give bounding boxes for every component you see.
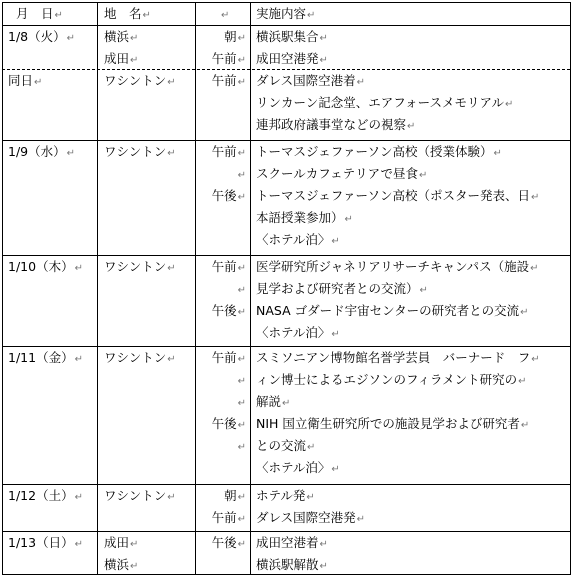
- paragraph-mark-icon: ↵: [237, 33, 246, 44]
- paragraph-mark-icon: ↵: [520, 307, 529, 318]
- cell-date-line: 1/11（金）↵: [8, 350, 83, 365]
- paragraph-mark-icon: ↵: [407, 121, 416, 132]
- table-border-left: [2, 2, 3, 575]
- paragraph-mark-icon: ↵: [237, 492, 246, 503]
- paragraph-mark-icon: ↵: [130, 539, 139, 550]
- cell-content: [256, 70, 568, 136]
- cell-time-line: [198, 163, 246, 185]
- cell-date: [8, 485, 96, 507]
- paragraph-mark-icon: ↵: [419, 285, 428, 296]
- paragraph-mark-icon: ↵: [344, 214, 353, 225]
- cell-place-line: ワシントン↵: [104, 144, 176, 159]
- paragraph-mark-icon: ↵: [167, 77, 176, 88]
- paragraph-mark-icon: ↵: [282, 398, 291, 409]
- cell-time-line: 午後↵: [211, 303, 246, 318]
- paragraph-mark-icon: ↵: [493, 148, 502, 159]
- cell-content-line: トーマスジェファーソン高校（授業体験）↵: [256, 144, 502, 159]
- cell-content-line: ダレス国際空港発↵: [256, 510, 366, 525]
- paragraph-mark-icon: ↵: [167, 148, 176, 159]
- cell-place-line: 横浜↵: [104, 29, 139, 44]
- paragraph-mark-icon: ↵: [505, 99, 514, 110]
- paragraph-mark-icon: ↵: [237, 77, 246, 88]
- cell-place-line: 横浜↵: [104, 557, 139, 572]
- cell-time-line: 午前↵: [211, 144, 246, 159]
- paragraph-mark-icon: ↵: [531, 192, 540, 203]
- header-date: 月 日↵: [16, 6, 63, 21]
- cell-place: [104, 70, 194, 92]
- paragraph-mark-icon: ↵: [66, 148, 76, 159]
- cell-date-line: 1/12（土）↵: [8, 488, 83, 503]
- paragraph-mark-icon: ↵: [237, 55, 246, 66]
- cell-place-line: ワシントン↵: [104, 73, 176, 88]
- cell-content-line: 成田空港発↵: [256, 51, 328, 66]
- paragraph-mark-icon: ↵: [66, 33, 76, 44]
- paragraph-mark-icon: ↵: [130, 561, 139, 572]
- cell-place-line: ワシントン↵: [104, 259, 176, 274]
- cell-place-line: ワシントン↵: [104, 488, 176, 503]
- paragraph-mark-icon: ↵: [237, 307, 246, 318]
- paragraph-mark-icon: ↵: [130, 55, 139, 66]
- paragraph-mark-icon: ↵: [331, 236, 340, 247]
- paragraph-mark-icon: ↵: [331, 329, 340, 340]
- cell-time-line: 午前↵: [211, 259, 246, 274]
- cell-place-line: ワシントン↵: [104, 350, 176, 365]
- paragraph-mark-icon: ↵: [531, 354, 540, 365]
- paragraph-mark-icon: ↵: [74, 263, 83, 274]
- cell-time-line: 午後↵: [211, 188, 246, 203]
- header-time: ↵: [221, 10, 230, 21]
- cell-content-line: 成田空港着↵: [256, 535, 328, 550]
- cell-content-line: スミソニアン博物館名誉学芸員 バーナード フ↵: [256, 350, 540, 365]
- paragraph-mark-icon: ↵: [74, 354, 83, 365]
- cell-place-line: 成田↵: [104, 51, 139, 66]
- cell-place: [104, 485, 194, 507]
- paragraph-mark-icon: ↵: [307, 442, 316, 453]
- cell-time-line: [198, 278, 246, 300]
- cell-content-line: 本語授業参加）↵: [256, 210, 353, 225]
- cell-time: [198, 532, 246, 554]
- header-place: 地 名↵: [104, 6, 151, 21]
- paragraph-mark-icon: ↵: [237, 192, 246, 203]
- cell-time-line: 朝↵: [224, 488, 246, 503]
- cell-content-line: 横浜駅解散↵: [256, 557, 328, 572]
- cell-date-line: 同日↵: [8, 73, 43, 88]
- cell-date: [8, 256, 96, 278]
- cell-content-line: 〈ホテル泊〉↵: [256, 460, 340, 475]
- cell-time-line: 午後↵: [211, 416, 246, 431]
- paragraph-mark-icon: ↵: [237, 285, 246, 296]
- cell-place: [104, 532, 194, 576]
- cell-content-line: との交流↵: [256, 438, 316, 453]
- paragraph-mark-icon: ↵: [331, 464, 340, 475]
- paragraph-mark-icon: ↵: [167, 354, 176, 365]
- cell-date: [8, 347, 96, 369]
- cell-time-line: [198, 369, 246, 391]
- cell-content-line: 横浜駅集合↵: [256, 29, 328, 44]
- paragraph-mark-icon: ↵: [306, 492, 315, 503]
- cell-content-line: 〈ホテル泊〉↵: [256, 232, 340, 247]
- cell-content-line: 〈ホテル泊〉↵: [256, 325, 340, 340]
- cell-date-line: 1/9（水）↵: [8, 144, 76, 159]
- cell-time: [198, 347, 246, 457]
- cell-content-line: 見学および研究者との交流）↵: [256, 281, 428, 296]
- cell-content: [256, 26, 568, 70]
- cell-content-line: リンカーン記念堂、エアフォースメモリアル↵: [256, 95, 514, 110]
- cell-content-line: NASA ゴダード宇宙センターの研究者との交流↵: [256, 303, 529, 318]
- paragraph-mark-icon: ↵: [530, 263, 539, 274]
- paragraph-mark-icon: ↵: [237, 398, 246, 409]
- cell-date: [8, 70, 96, 92]
- cell-time-line: 午前↵: [211, 350, 246, 365]
- cell-content-line: トーマスジェファーソン高校（ポスター発表、日↵: [256, 188, 540, 203]
- paragraph-mark-icon: ↵: [237, 514, 246, 525]
- paragraph-mark-icon: ↵: [34, 77, 43, 88]
- cell-content: [256, 347, 568, 479]
- cell-date: [8, 532, 96, 554]
- cell-place-line: 成田↵: [104, 535, 139, 550]
- cell-content-line: スクールカフェテリアで昼食↵: [256, 166, 428, 181]
- cell-content-line: ホテル発↵: [256, 488, 315, 503]
- paragraph-mark-icon: ↵: [319, 33, 328, 44]
- cell-time: [198, 70, 246, 92]
- cell-time-line: 午前↵: [211, 51, 246, 66]
- cell-date: [8, 26, 96, 48]
- paragraph-mark-icon: ↵: [518, 376, 527, 387]
- paragraph-mark-icon: ↵: [130, 33, 139, 44]
- column-divider: [250, 2, 251, 575]
- paragraph-mark-icon: ↵: [237, 148, 246, 159]
- paragraph-mark-icon: ↵: [74, 492, 83, 503]
- paragraph-mark-icon: ↵: [319, 539, 328, 550]
- cell-content-line: ダレス国際空港着↵: [256, 73, 366, 88]
- cell-time-line: 午前↵: [211, 73, 246, 88]
- column-divider: [195, 2, 196, 575]
- paragraph-mark-icon: ↵: [356, 514, 366, 525]
- paragraph-mark-icon: ↵: [167, 263, 176, 274]
- paragraph-mark-icon: ↵: [319, 561, 328, 572]
- header-content: 実施内容↵: [256, 6, 316, 21]
- cell-content: [256, 141, 568, 251]
- cell-content: [256, 485, 568, 529]
- column-divider: [97, 2, 98, 575]
- cell-time: [198, 256, 246, 322]
- cell-time: [198, 485, 246, 529]
- cell-content: [256, 256, 568, 344]
- cell-time: [198, 141, 246, 207]
- paragraph-mark-icon: ↵: [237, 442, 246, 453]
- paragraph-mark-icon: ↵: [237, 376, 246, 387]
- cell-content-line: 医学研究所ジャネリアリサーチキャンパス（施設↵: [256, 259, 539, 274]
- cell-content-line: NIH 国立衛生研究所での施設見学および研究者↵: [256, 416, 530, 431]
- paragraph-mark-icon: ↵: [237, 354, 246, 365]
- cell-content-line: 連邦政府議事堂などの視察↵: [256, 117, 416, 132]
- cell-time-line: 午後↵: [211, 535, 246, 550]
- table-border-right: [570, 2, 571, 575]
- cell-date-line: 1/8（火）↵: [8, 29, 76, 44]
- cell-date-line: 1/13（日）↵: [8, 535, 83, 550]
- paragraph-mark-icon: ↵: [237, 420, 246, 431]
- cell-content-line: 解説↵: [256, 394, 291, 409]
- cell-content: [256, 532, 568, 576]
- paragraph-mark-icon: ↵: [520, 420, 530, 431]
- cell-place: [104, 347, 194, 369]
- paragraph-mark-icon: ↵: [237, 263, 246, 274]
- paragraph-mark-icon: ↵: [237, 170, 246, 181]
- paragraph-mark-icon: ↵: [237, 539, 246, 550]
- cell-date: [8, 141, 96, 163]
- paragraph-mark-icon: ↵: [74, 539, 83, 550]
- cell-time-line: 午前↵: [211, 510, 246, 525]
- cell-time: [198, 26, 246, 70]
- cell-time-line: [198, 391, 246, 413]
- cell-content-line: ィン博士によるエジソンのフィラメント研究の↵: [256, 372, 527, 387]
- paragraph-mark-icon: ↵: [319, 55, 328, 66]
- paragraph-mark-icon: ↵: [356, 77, 366, 88]
- cell-time-line: [198, 435, 246, 457]
- cell-place: [104, 26, 194, 70]
- cell-time-line: 朝↵: [224, 29, 246, 44]
- cell-place: [104, 256, 194, 278]
- paragraph-mark-icon: ↵: [167, 492, 176, 503]
- cell-place: [104, 141, 194, 163]
- paragraph-mark-icon: ↵: [419, 170, 428, 181]
- cell-date-line: 1/10（木）↵: [8, 259, 83, 274]
